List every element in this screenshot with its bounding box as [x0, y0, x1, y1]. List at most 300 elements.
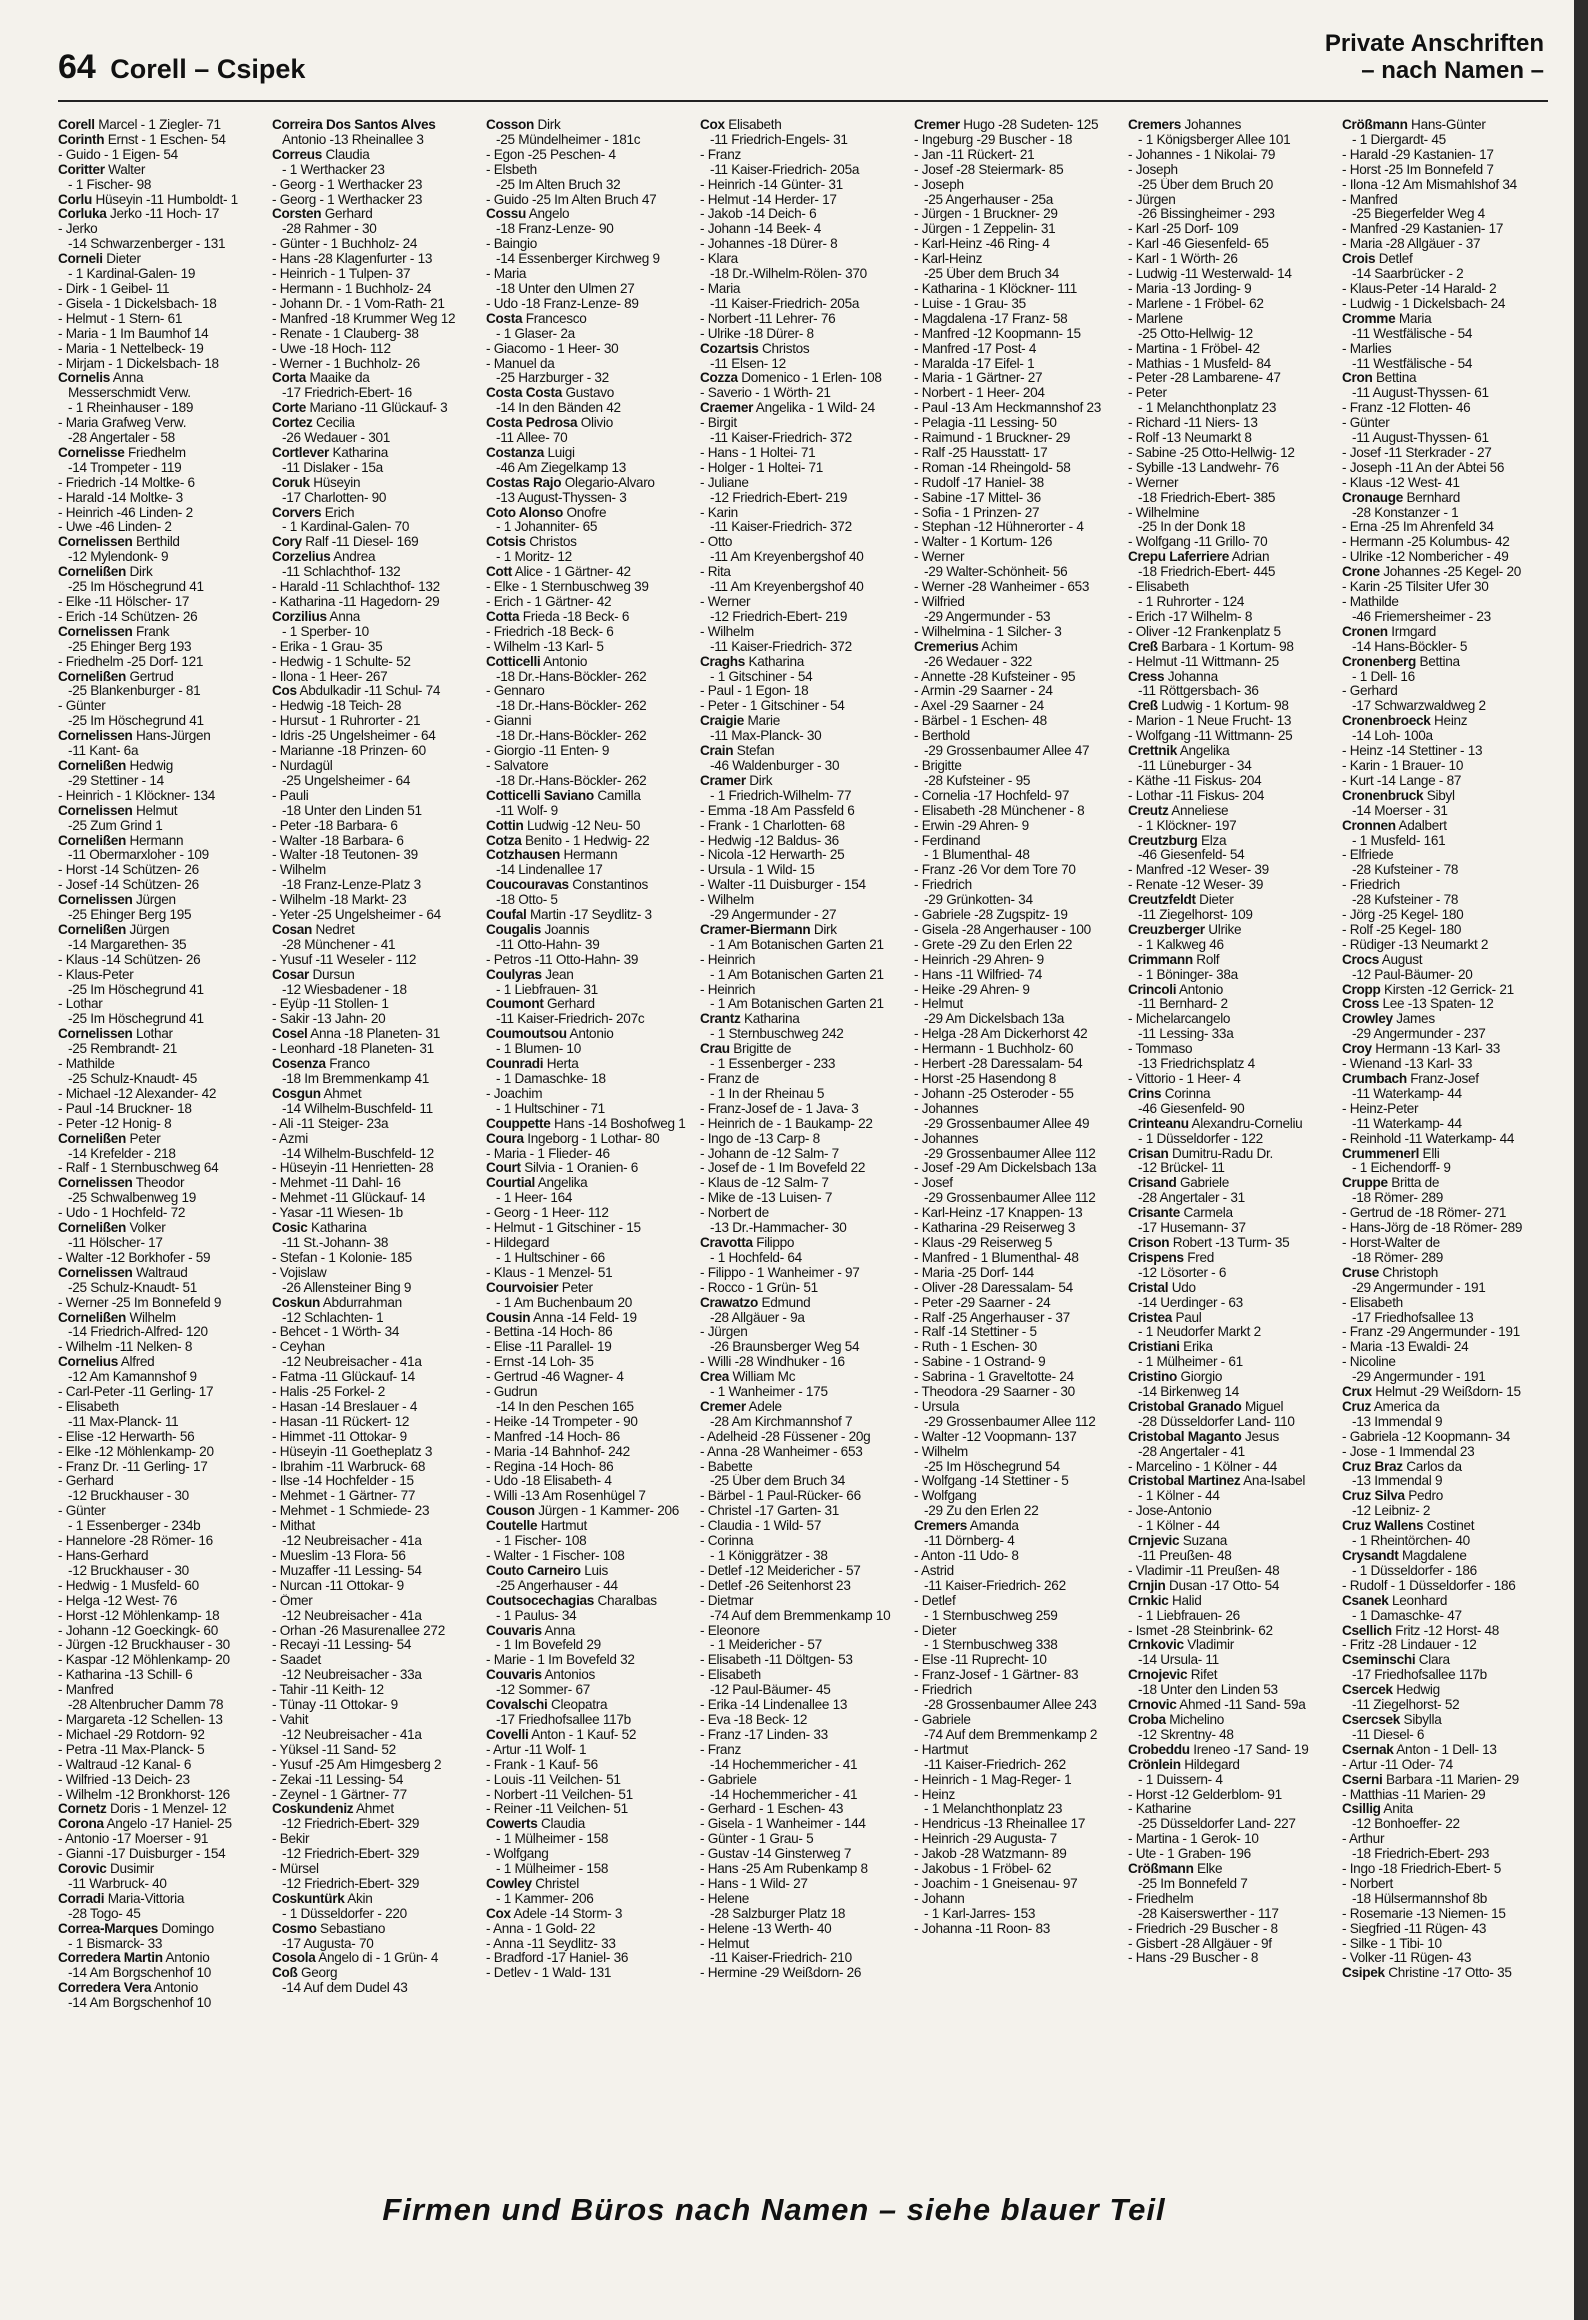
directory-entry: - Mehmet -11 Glückauf- 14 — [272, 1191, 426, 1206]
directory-entry: Cousin Anna -14 Feld- 19 — [486, 1310, 637, 1325]
directory-entry: - 1 Gitschiner - 54 — [710, 669, 813, 684]
directory-entry: -25 Über dem Bruch 34 — [710, 1474, 845, 1489]
directory-entry: Corlu Hüseyin -11 Humboldt- 1 — [58, 192, 238, 207]
directory-entry: Cravotta Filippo — [700, 1235, 795, 1250]
surname: Coskuntürk — [272, 1891, 345, 1906]
directory-entry: -11 Lessing- 33a — [1138, 1027, 1234, 1042]
directory-entry: Cruse Christoph — [1342, 1265, 1438, 1280]
directory-entry: - Manfred -17 Post- 4 — [914, 341, 1037, 356]
directory-entry: - Elise -12 Herwarth- 56 — [58, 1429, 195, 1444]
directory-entry: Crummenerl Elli — [1342, 1146, 1440, 1161]
directory-entry: Coucouravas Constantinos — [486, 878, 649, 893]
surname: Cronenbruck — [1342, 788, 1424, 803]
directory-entry: Cristal Udo — [1128, 1280, 1196, 1295]
directory-entry: - Raimund - 1 Bruckner- 29 — [914, 431, 1071, 446]
directory-entry: - Joachim — [486, 1086, 543, 1101]
directory-entry: -28 Grossenbaumer Allee 243 — [924, 1698, 1097, 1713]
directory-entry: - Matthias -11 Marien- 29 — [1342, 1787, 1486, 1802]
directory-entry: -28 Kufsteiner - 95 — [924, 773, 1031, 788]
directory-entry: -12 Bruckhauser - 30 — [68, 1563, 189, 1578]
surname: Cotzhausen — [486, 848, 561, 863]
directory-entry: - Heinrich -14 Günter- 31 — [700, 177, 843, 192]
directory-entry: Cornelißen Hermann — [58, 833, 184, 848]
directory-entry: -18 Dr.-Hans-Böckler- 262 — [496, 773, 647, 788]
directory-entry: - Mirjam - 1 Dickelsbach- 18 — [58, 356, 219, 371]
directory-entry: - Ulrike -18 Dürer- 8 — [700, 326, 814, 341]
directory-entry: Cronenbroeck Heinz — [1342, 714, 1468, 729]
surname: Cornelisse — [58, 445, 125, 460]
surname: Csellich — [1342, 1623, 1392, 1638]
directory-entry: - Elke - 1 Sternbuschweg 39 — [486, 580, 649, 595]
directory-entry: -25 Otto-Hellwig- 12 — [1138, 326, 1253, 341]
directory-entry: - Artur -11 Oder- 74 — [1342, 1757, 1453, 1772]
surname: Correira Dos Santos Alves — [272, 118, 436, 132]
surname: Cosson — [486, 118, 535, 132]
directory-entry: - Johannes -18 Dürer- 8 — [700, 237, 838, 252]
directory-entry: Creutzburg Elza — [1128, 833, 1227, 848]
surname: Cornelißen — [58, 1131, 126, 1146]
directory-entry: Cowley Christel — [486, 1876, 579, 1891]
surname: Cristobal Martinez — [1128, 1474, 1241, 1489]
surname: Cropp — [1342, 982, 1381, 997]
directory-entry: Crinteanu Alexandru-Corneliu — [1128, 1116, 1303, 1131]
surname: Corovic — [58, 1862, 107, 1877]
directory-entry: - Erna -25 Im Ahrenfeld 34 — [1342, 520, 1494, 535]
directory-entry: - Ralf -25 Hausstatt- 17 — [914, 445, 1048, 460]
directory-entry: - Armin -29 Saarner - 24 — [914, 684, 1053, 699]
directory-entry: -14 Schwarzenberger - 131 — [68, 237, 226, 252]
directory-entry: Creutzfeldt Dieter — [1128, 893, 1234, 908]
directory-entry: Coulyras Jean — [486, 967, 574, 982]
directory-entry: - Erika -14 Lindenallee 13 — [700, 1698, 848, 1713]
directory-entry: - Wilhelm — [272, 863, 326, 878]
directory-entry: - Erich -17 Wilhelm- 8 — [1128, 609, 1253, 624]
directory-entry: Cremers Amanda — [914, 1519, 1019, 1534]
surname: Crantz — [700, 1012, 741, 1027]
surname: Cross — [1342, 997, 1380, 1012]
directory-entry: Coskundeniz Ahmet — [272, 1802, 394, 1817]
surname: Cosel — [272, 1027, 308, 1042]
directory-entry: Cornetz Doris - 1 Menzel- 12 — [58, 1802, 227, 1817]
directory-entry: Corell Marcel - 1 Ziegler- 71 — [58, 118, 221, 132]
directory-entry: - Klaus - 1 Menzel- 51 — [486, 1265, 613, 1280]
directory-entry: - Recayi -11 Lessing- 54 — [272, 1638, 412, 1653]
surname: Crumbach — [1342, 1072, 1407, 1086]
surname: Cornelissen — [58, 1265, 133, 1280]
directory-entry: - Heike -29 Ahren- 9 — [914, 982, 1030, 997]
directory-entry: - Manfred — [58, 1683, 114, 1698]
directory-entry: - Werner — [914, 550, 965, 565]
directory-entry: - Manfred - 1 Blumenthal- 48 — [914, 1250, 1079, 1265]
surname: Crößmann — [1342, 118, 1408, 132]
directory-entry: - Reiner -11 Veilchen- 51 — [486, 1802, 628, 1817]
directory-entry: Cornelissen Berthild — [58, 535, 180, 550]
directory-entry: -25 Schulz-Knaudt- 51 — [68, 1280, 197, 1295]
directory-entry: - Grete -29 Zu den Erlen 22 — [914, 937, 1073, 952]
directory-entry: -11 St.-Johann- 38 — [282, 1235, 389, 1250]
directory-entry: - Harald -11 Schlachthof- 132 — [272, 580, 440, 595]
directory-entry: -18 Franz-Lenze-Platz 3 — [282, 878, 421, 893]
surname: Cron — [1342, 371, 1373, 386]
directory-entry: - Hannelore -28 Römer- 16 — [58, 1534, 213, 1549]
directory-entry: - 1 Wanheimer - 175 — [710, 1385, 828, 1400]
directory-entry: - Jakob -28 Watzmann- 89 — [914, 1847, 1067, 1862]
directory-entry: - Walter -12 Voopmann- 137 — [914, 1429, 1077, 1444]
directory-entry: - Rosemarie -13 Niemen- 15 — [1342, 1906, 1506, 1921]
directory-entry: Covelli Anton - 1 Kauf- 52 — [486, 1727, 637, 1742]
directory-entry: - Hans-Jörg de -18 Römer- 289 — [1342, 1221, 1523, 1236]
surname: Csernak — [1342, 1742, 1394, 1757]
directory-entry: Croba Michelino — [1128, 1712, 1224, 1727]
directory-entry: - Karl -25 Dorf- 109 — [1128, 222, 1239, 237]
directory-entry: - 1 Sternbuschweg 338 — [924, 1638, 1058, 1653]
directory-entry: Cos Abdulkadir -11 Schul- 74 — [272, 684, 441, 699]
directory-entry: -14 Margarethen- 35 — [68, 937, 187, 952]
directory-entry: -11 Kaiser-Friedrich- 262 — [924, 1578, 1066, 1593]
directory-entry: - Rüdiger -13 Neumarkt 2 — [1342, 937, 1489, 952]
directory-entry: - Eyüp -11 Stollen- 1 — [272, 997, 389, 1012]
directory-entry: Cornelissen Frank — [58, 624, 170, 639]
directory-entry: -13 August-Thyssen- 3 — [496, 490, 627, 505]
directory-entry: -46 Giesenfeld- 90 — [1138, 1101, 1245, 1116]
directory-entry: -12 Friedrich-Ebert- 329 — [282, 1817, 420, 1832]
directory-entry: - Orhan -26 Masurenallee 272 — [272, 1623, 445, 1638]
surname: Coumont — [486, 997, 544, 1012]
directory-entry: - 1 Ruhrorter - 124 — [1138, 595, 1245, 609]
directory-entry: Coruk Hüseyin — [272, 475, 361, 490]
directory-entry: - Ilse -14 Hochfelder - 15 — [272, 1474, 414, 1489]
directory-entry: -11 Otto-Hahn- 39 — [496, 937, 600, 952]
directory-entry: - Ömer — [272, 1593, 313, 1608]
directory-entry: - Lothar — [58, 997, 103, 1012]
directory-entry: -25 Düsseldorfer Land- 227 — [1138, 1817, 1296, 1832]
directory-entry: Courvoisier Peter — [486, 1280, 593, 1295]
directory-entry: - Ludwig - 1 Dickelsbach- 24 — [1342, 296, 1506, 311]
surname: Cornelis — [58, 371, 110, 386]
directory-entry: -11 Lüneburger - 34 — [1138, 758, 1252, 773]
directory-entry: -28 Konstanzer - 1 — [1352, 505, 1459, 520]
directory-entry: - Holger - 1 Holtei- 71 — [700, 460, 824, 475]
directory-entry: - Pauli — [272, 788, 309, 803]
directory-entry: - Magdalena -17 Franz- 58 — [914, 311, 1068, 326]
directory-entry: Cozartsis Christos — [700, 341, 810, 356]
directory-entry: -29 Grossenbaumer Allee 49 — [924, 1116, 1090, 1131]
directory-entry: - Sybille -13 Landwehr- 76 — [1128, 460, 1279, 475]
directory-entry: - Theodora -29 Saarner - 30 — [914, 1385, 1075, 1400]
directory-entry: - Fatma -11 Glückauf- 14 — [272, 1370, 415, 1385]
directory-entry: Crobeddu Ireneo -17 Sand- 19 — [1128, 1742, 1309, 1757]
directory-entry: - Adelheid -28 Füssener - 20g — [700, 1429, 871, 1444]
directory-entry: - Elisabeth — [1128, 580, 1189, 595]
surname: Cornelißen — [58, 833, 126, 848]
directory-entry: -25 Harzburger - 32 — [496, 371, 609, 386]
directory-entry: Cronen Irmgard — [1342, 624, 1436, 639]
directory-entry: Costa Costa Gustavo — [486, 386, 615, 401]
directory-entry: - Maria Grafweg Verw. — [58, 416, 187, 431]
directory-entry: -11 Obermarxloher - 109 — [68, 848, 209, 863]
directory-entry: - Arthur — [1342, 1832, 1385, 1847]
directory-entry: - Heinrich - 1 Klöckner- 134 — [58, 788, 216, 803]
directory-entry: -14 Hochemmericher - 41 — [710, 1787, 858, 1802]
directory-entry: - Helga -12 West- 76 — [58, 1593, 178, 1608]
directory-entry: - Hedwig -18 Teich- 28 — [272, 699, 402, 714]
directory-entry: - Günter — [58, 699, 106, 714]
directory-entry: Craghs Katharina — [700, 654, 805, 669]
directory-entry: - 1 Glaser- 2a — [496, 326, 575, 341]
directory-entry: -14 Hochemmericher - 41 — [710, 1757, 858, 1772]
directory-entry: Corluka Jerko -11 Hoch- 17 — [58, 207, 220, 222]
directory-entry: -18 Friedrich-Ebert- 385 — [1138, 490, 1276, 505]
directory-entry: Cress Johanna — [1128, 669, 1218, 684]
directory-entry: -18 Dr.-Hans-Böckler- 262 — [496, 729, 647, 744]
directory-entry: - Norbert — [1342, 1876, 1393, 1891]
directory-entry: - Gerhard — [1342, 684, 1398, 699]
directory-entry: - Elise -11 Parallel- 19 — [486, 1340, 612, 1355]
directory-entry: -14 Hans-Böckler- 5 — [1352, 639, 1468, 654]
directory-entry: - Ferdinand — [914, 833, 981, 848]
directory-entry: - Rolf -13 Neumarkt 8 — [1128, 431, 1252, 446]
directory-entry: -11 Friedrich-Engels- 31 — [710, 132, 848, 147]
directory-entry: - Christel -17 Garten- 31 — [700, 1504, 840, 1519]
directory-entry: Creutz Anneliese — [1128, 803, 1229, 818]
directory-entry: -11 August-Thyssen- 61 — [1352, 431, 1489, 446]
directory-entry: -29 Angermunder - 237 — [1352, 1027, 1486, 1042]
directory-entry: - 1 Moritz- 12 — [496, 550, 572, 565]
directory-entry: Corte Mariano -11 Glückauf- 3 — [272, 401, 448, 416]
directory-entry: Cott Alice - 1 Gärtner- 42 — [486, 565, 631, 580]
directory-entry: -29 Grossenbaumer Allee 112 — [924, 1414, 1096, 1429]
directory-entry: Cotsis Christos — [486, 535, 577, 550]
directory-entry: - Gertrud de -18 Römer- 271 — [1342, 1206, 1507, 1221]
directory-entry: Csillig Anita — [1342, 1802, 1413, 1817]
directory-entry: - Friedrich -14 Moltke- 6 — [58, 475, 195, 490]
directory-entry: Crnjevic Suzana — [1128, 1534, 1228, 1549]
directory-entry: - Hans -11 Wilfried- 74 — [914, 967, 1043, 982]
directory-entry: - Halis -25 Forkel- 2 — [272, 1385, 386, 1400]
surname: Crux — [1342, 1385, 1372, 1400]
directory-entry: - Wolfgang -11 Grillo- 70 — [1128, 535, 1268, 550]
directory-entry: - Gisela - 1 Dickelsbach- 18 — [58, 296, 217, 311]
directory-entry: Crocs August — [1342, 952, 1423, 967]
directory-entry: -28 Kufsteiner - 78 — [1352, 863, 1459, 878]
surname: Cosmo — [272, 1921, 317, 1936]
directory-entry: -29 Stettiner - 14 — [68, 773, 164, 788]
surname: Crnojevic — [1128, 1668, 1188, 1683]
directory-entry: Coskuntürk Akin — [272, 1891, 373, 1906]
surname: Cristiani — [1128, 1340, 1180, 1355]
directory-entry: Coß Georg — [272, 1966, 338, 1981]
directory-entry: - Maria — [486, 267, 527, 282]
surname: Cornelissen — [58, 1176, 133, 1191]
directory-entry: - Georg - 1 Werthacker 23 — [272, 192, 423, 207]
directory-entry: - 1 Kardinal-Galen- 70 — [282, 520, 410, 535]
surname: Cortez — [272, 416, 313, 431]
directory-entry: - Renate - 1 Clauberg- 38 — [272, 326, 419, 341]
directory-entry: - Annette -28 Kufsteiner - 95 — [914, 669, 1076, 684]
directory-entry: -46 Am Ziegelkamp 13 — [496, 460, 627, 475]
surname: Cornelissen — [58, 535, 133, 550]
directory-entry: -12 Skrentny- 48 — [1138, 1727, 1234, 1742]
directory-entry: -25 Im Bonnefeld 7 — [1138, 1876, 1248, 1891]
surname: Cotta — [486, 609, 520, 624]
directory-entry: -29 Zu den Erlen 22 — [924, 1504, 1039, 1519]
surname: Cramer — [700, 773, 746, 788]
directory-entry: - Bradford -17 Haniel- 36 — [486, 1951, 629, 1966]
directory-entry: - Hans - 1 Holtei- 71 — [700, 445, 816, 460]
directory-entry: - Helmut — [914, 997, 963, 1012]
surname: Costa — [486, 311, 523, 326]
directory-entry: -12 Am Kamannshof 9 — [68, 1370, 197, 1385]
directory-entry: - 1 Sperber- 10 — [282, 624, 369, 639]
directory-entry: - Brigitte — [914, 758, 962, 773]
directory-entry: - Hasan -14 Breslauer - 4 — [272, 1399, 418, 1414]
directory-entry: - Gabriele — [700, 1772, 757, 1787]
directory-entry: Cronnen Adalbert — [1342, 818, 1447, 833]
directory-entry: - Wilfried -13 Deich- 23 — [58, 1772, 190, 1787]
directory-entry: -12 Friedrich-Ebert- 329 — [282, 1876, 420, 1891]
directory-entry: -12 Friedrich-Ebert- 329 — [282, 1847, 420, 1862]
directory-entry: - 1 Musfeld- 161 — [1352, 833, 1446, 848]
directory-entry: -11 Bernhard- 2 — [1138, 997, 1228, 1012]
directory-entry: - Jose - 1 Immendal 23 — [1342, 1444, 1475, 1459]
surname: Cotticelli Saviano — [486, 788, 594, 803]
directory-entry: -11 Kaiser-Friedrich- 262 — [924, 1757, 1066, 1772]
directory-entry: - 1 Essenberger - 234b — [68, 1519, 201, 1534]
directory-entry: - Maria -14 Bahnhof- 242 — [486, 1444, 630, 1459]
directory-entry: - Anna - 1 Gold- 22 — [486, 1921, 596, 1936]
directory-entry: Cotticelli Saviano Camilla — [486, 788, 641, 803]
directory-entry: Cornelißen Hedwig — [58, 758, 174, 773]
directory-entry: - Cornelia -17 Hochfeld- 97 — [914, 788, 1070, 803]
directory-entry: Cremer Adele — [700, 1399, 782, 1414]
directory-entry: Cronauge Bernhard — [1342, 490, 1461, 505]
directory-entry: - Gianni -17 Duisburger - 154 — [58, 1847, 226, 1862]
surname: Creutzfeldt — [1128, 893, 1196, 908]
directory-entry: - Egon -25 Peschen- 4 — [486, 147, 616, 162]
directory-entry: - Sabrina - 1 Graveltotte- 24 — [914, 1370, 1074, 1385]
directory-entry: -18 Im Bremmenkamp 41 — [282, 1072, 430, 1086]
directory-entry: - 1 Damaschke- 18 — [496, 1072, 606, 1086]
directory-entry: Coritter Walter — [58, 162, 146, 177]
directory-entry: - Josef de - 1 Im Bovefeld 22 — [700, 1161, 866, 1176]
directory-entry: Cosola Angelo di - 1 Grün- 4 — [272, 1951, 439, 1966]
directory-entry: - Carl-Peter -11 Gerling- 17 — [58, 1385, 214, 1400]
directory-entry: - Karl-Heinz -17 Knappen- 13 — [914, 1206, 1083, 1221]
directory-entry: Cotza Benito - 1 Hedwig- 22 — [486, 833, 650, 848]
directory-entry: -12 Bonhoeffer- 22 — [1352, 1817, 1460, 1832]
directory-entry: - Gisbert -28 Allgäuer - 9f — [1128, 1936, 1272, 1951]
directory-entry: - Jürgen - 1 Bruckner- 29 — [914, 207, 1058, 222]
directory-entry: - Willi -28 Windhuker - 16 — [700, 1355, 845, 1370]
directory-entry: Cornelissen Lothar — [58, 1027, 173, 1042]
directory-entry: - Wilhelm -12 Bronkhorst- 126 — [58, 1787, 230, 1802]
directory-entry: Corredera Vera Antonio — [58, 1981, 199, 1996]
directory-entry: Csernak Anton - 1 Dell- 13 — [1342, 1742, 1497, 1757]
directory-entry: - Sakir -13 Jahn- 20 — [272, 1012, 386, 1027]
directory-entry: Correus Claudia — [272, 147, 370, 162]
directory-entry: - Wilhelm — [914, 1444, 968, 1459]
directory-entry: - 1 Mülheimer - 158 — [496, 1862, 609, 1877]
surname: Cornelissen — [58, 729, 133, 744]
directory-column-4 — [700, 118, 906, 2218]
surname: Coritter — [58, 162, 105, 177]
directory-entry: - Yeter -25 Ungelsheimer - 64 — [272, 908, 441, 923]
directory-entry: Creuzberger Ulrike — [1128, 922, 1242, 937]
directory-entry: -12 Friedrich-Ebert- 219 — [710, 609, 848, 624]
directory-entry: - Werner -28 Wanheimer - 653 — [914, 580, 1090, 595]
directory-entry: - Heinrich -46 Linden- 2 — [58, 505, 193, 520]
directory-entry: - Frank - 1 Kauf- 56 — [486, 1757, 598, 1772]
directory-entry: - Vojislaw — [272, 1265, 327, 1280]
directory-entry: - Paul - 1 Egon- 18 — [700, 684, 809, 699]
directory-entry: -28 Altenbrucher Damm 78 — [68, 1698, 224, 1713]
surname: Covelli — [486, 1727, 529, 1742]
directory-entry: - Johanna -11 Roon- 83 — [914, 1921, 1050, 1936]
directory-entry: -18 Hülsermannshof 8b — [1352, 1891, 1488, 1906]
directory-entry: - Hildegard — [486, 1235, 550, 1250]
directory-entry: -11 Hölscher- 17 — [68, 1235, 163, 1250]
directory-entry: - 1 Düsseldorfer - 186 — [1352, 1563, 1477, 1578]
directory-entry: -14 Wilhelm-Buschfeld- 11 — [282, 1101, 433, 1116]
directory-entry: -11 Diesel- 6 — [1352, 1727, 1425, 1742]
surname: Coumoutsou — [486, 1027, 567, 1042]
directory-entry: - 1 Kardinal-Galen- 19 — [68, 267, 196, 282]
directory-entry: - Joseph — [1128, 162, 1178, 177]
surname: Cornetz — [58, 1802, 107, 1817]
directory-entry: -14 Auf dem Dudel 43 — [282, 1981, 408, 1996]
surname: Cosar — [272, 967, 310, 982]
directory-entry: - Helmut -11 Wittmann- 25 — [1128, 654, 1279, 669]
directory-entry: -11 Allee- 70 — [496, 431, 568, 446]
directory-entry: - Sabine - 1 Ostrand- 9 — [914, 1355, 1046, 1370]
directory-entry: -25 Mündelheimer - 181c — [496, 132, 641, 147]
surname: Coutsocechagias — [486, 1593, 595, 1608]
surname: Costa Pedrosa — [486, 416, 578, 431]
directory-entry: Cremer Hugo -28 Sudeten- 125 — [914, 118, 1099, 132]
surname: Coucouravas — [486, 878, 569, 893]
directory-entry: - Karl-Heinz -46 Ring- 4 — [914, 237, 1050, 252]
directory-entry: - Hüseyin -11 Henrietten- 28 — [272, 1161, 434, 1176]
directory-entry: -14 Loh- 100a — [1352, 729, 1433, 744]
directory-entry: - 1 Damaschke- 47 — [1352, 1608, 1462, 1623]
page-header-left — [58, 48, 305, 87]
directory-entry: - Ismet -28 Steinbrink- 62 — [1128, 1623, 1273, 1638]
surname: Cruz Braz — [1342, 1459, 1403, 1474]
directory-entry: -29 Am Dickelsbach 13a — [924, 1012, 1064, 1027]
directory-entry: -28 Angertaler - 58 — [68, 431, 175, 446]
directory-entry: - Siegfried -11 Rügen- 43 — [1342, 1921, 1487, 1936]
directory-entry: - Dirk - 1 Geibel- 11 — [58, 281, 170, 296]
directory-entry: - Gudrun — [486, 1385, 538, 1400]
directory-entry: - Maria — [700, 281, 741, 296]
directory-entry: -25 Schwalbenweg 19 — [68, 1191, 197, 1206]
directory-entry: - Willi -13 Am Rosenhügel 7 — [486, 1489, 646, 1504]
directory-entry: -14 Moerser - 31 — [1352, 803, 1448, 818]
directory-entry: Corona Angelo -17 Haniel- 25 — [58, 1817, 232, 1832]
surname: Cosan — [272, 922, 313, 937]
section-subtitle: – nach Namen – — [1361, 57, 1544, 84]
directory-entry: - Klaus -29 Reiserweg 5 — [914, 1235, 1053, 1250]
directory-entry: - 1 Werthacker 23 — [282, 162, 385, 177]
directory-entry: - Walter -11 Duisburger - 154 — [700, 878, 866, 893]
directory-entry: - Vittorio - 1 Heer- 4 — [1128, 1072, 1241, 1086]
directory-entry: Corredera Martin Antonio — [58, 1951, 210, 1966]
directory-entry: - Katharina -11 Hagedorn- 29 — [272, 595, 440, 609]
directory-entry: - Erwin -29 Ahren- 9 — [914, 818, 1029, 833]
directory-entry: - Gertrud -46 Wagner- 4 — [486, 1370, 624, 1385]
directory-entry: Cozza Domenico - 1 Erlen- 108 — [700, 371, 882, 386]
directory-entry: - Peter -12 Honig- 8 — [58, 1116, 172, 1131]
